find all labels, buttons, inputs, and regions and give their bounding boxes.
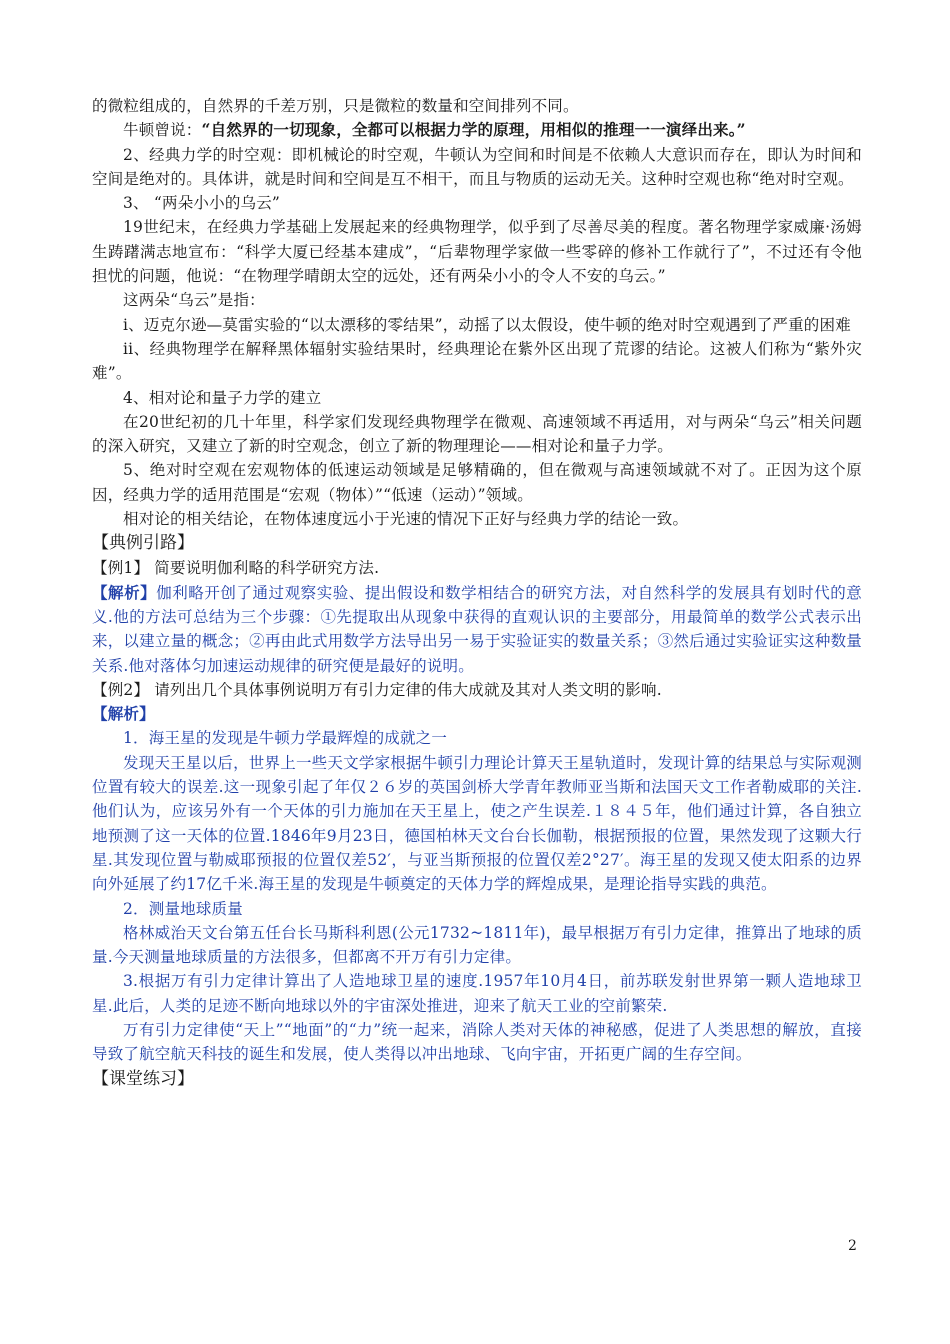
analysis-paragraph: 发现天王星以后，世界上一些天文学家根据牛顿引力理论计算天王星轨道时，发现计算的结果总与实际观测位置有较大的误差.这一现象引起了年仅２６岁的英国剑桥大学青年教师亚当斯和法国天文工作者勒威耶的关注.他们认为，应该另外有一个天体的引力施加在天王星上，使之产生误差.１８４５年，他们通过计算，各自独立地预测了这一天体的位置.1846年9月23日，德国柏林天文台台长伽勒，根据预报的位置，果然发现了这颗大行星.其发现位置与勒威耶预报的位置仅差52′，与亚当斯预报的位置仅差2°27′。海王星的发现又使太阳系的边界向外延展了约17亿千米.海王星的发现是牛顿奠定的天体力学的辉煌成果，是理论指导实践的典范。 xyxy=(92,753,862,894)
paragraph: 在20世纪初的几十年里，科学家们发现经典物理学在微观、高速领域不再适用，对与两朵“乌云”相关问题的深入研究，又建立了新的时空观念，创立了新的物理理论——相对论和量子力学。 xyxy=(92,412,862,456)
analysis-label: 【解析】 xyxy=(92,582,157,602)
analysis-text: 伽利略开创了通过观察实验、提出假设和数学相结合的研究方法，对自然科学的发展具有划时代的意义.他的方法可总结为三个步骤：①先提取出从现象中获得的直观认识的主要部分，用最简单的数学公式表示出来，以建立量的概念；②再由此式用数学方法导出另一易于实验证实的数量关系；③然后通过实验证实这种数量关系.他对落体匀加速运动规律的研究便是最好的说明。 xyxy=(92,583,862,675)
section-title-examples: 【典例引路】 xyxy=(92,533,194,554)
example1-question xyxy=(92,556,862,580)
page-number: 2 xyxy=(848,1238,857,1254)
newton-quote: “自然界的一切现象，全都可以根据力学的原理，用相似的推理一一演绎出来。” xyxy=(201,120,746,140)
example1-analysis xyxy=(92,581,862,678)
page-content xyxy=(92,94,862,1092)
newton-quote-paragraph xyxy=(92,118,862,142)
subheading: 3、 “两朵小小的乌云” xyxy=(123,194,281,213)
example1-label: 【例1】 xyxy=(92,559,150,578)
analysis-paragraph: 3.根据万有引力定律计算出了人造地球卫星的速度.1957年10月4日，前苏联发射世界第一颗人造地球卫星.此后，人类的足迹不断向地球以外的宇宙深处推进，迎来了航天工业的空前繁荣. xyxy=(92,972,862,1015)
subheading: 4、相对论和量子力学的建立 xyxy=(123,388,322,407)
example2-text: 请列出几个具体事例说明万有引力定律的伟大成就及其对人类文明的影响. xyxy=(149,680,662,699)
example2-analysis-label: 【解析】 xyxy=(92,704,155,724)
paragraph: 这两朵“乌云”是指： xyxy=(123,291,265,310)
paragraph: 的微粒组成的，自然界的千差万别，只是微粒的数量和空间排列不同。 xyxy=(92,97,579,115)
analysis-paragraph: 万有引力定律使“天上”“地面”的“力”统一起来，消除人类对天体的神秘感，促进了人类思想的解放，直接导致了航空航天科技的诞生和发展，使人类得以冲出地球、飞向宇宙，开拓更广阔的生存空间。 xyxy=(92,1020,862,1064)
quote-prefix: 牛顿曾说： xyxy=(123,121,202,140)
paragraph: 相对论的相关结论，在物体速度远小于光速的情况下正好与经典力学的结论一致。 xyxy=(123,510,689,529)
section-title-practice: 【课堂练习】 xyxy=(92,1068,194,1089)
analysis-point: 2．测量地球质量 xyxy=(123,899,243,918)
paragraph: 2、经典力学的时空观：即机械论的时空观，牛顿认为空间和时间是不依赖人大意识而存在，即认为时间和空间是绝对的。具体讲，就是时间和空间是互不相干，而且与物质的运动无关。这种时空观也称“绝对时空观。 xyxy=(92,145,862,188)
example2-question xyxy=(92,678,862,702)
analysis-point: 1．海王星的发现是牛顿力学最辉煌的成就之一 xyxy=(123,729,448,748)
paragraph: ii、经典物理学在解释黑体辐射实验结果时，经典理论在紫外区出现了荒谬的结论。这被人们称为“紫外灾难”。 xyxy=(92,339,862,383)
example2-label: 【例2】 xyxy=(92,680,150,699)
analysis-paragraph: 格林威治天文台第五任台长马斯科利恩(公元1732~1811年)，最早根据万有引力定律，推算出了地球的质量.今天测量地球质量的方法很多，但都离不开万有引力定律。 xyxy=(92,923,862,967)
paragraph: 19世纪末，在经典力学基础上发展起来的经典物理学，似乎到了尽善尽美的程度。著名物理学家威廉·汤姆生踌躇满志地宣布：“科学大厦已经基本建成”，“后辈物理学家做一些零碎的修补工作就行了”，不过还有令他担忧的问题，他说：“在物理学晴朗太空的远处，还有两朵小小的令人不安的乌云。” xyxy=(92,218,862,286)
example1-text: 简要说明伽利略的科学研究方法. xyxy=(149,559,380,578)
paragraph: i、迈克尔逊—莫雷实验的“以太漂移的零结果”，动摇了以太假设，使牛顿的绝对时空观遇到了严重的困难 xyxy=(123,315,851,334)
paragraph: 5、绝对时空观在宏观物体的低速运动领域是足够精确的，但在微观与高速领域就不对了。正因为这个原因，经典力学的适用范围是“宏观（物体）”“低速（运动）”领域。 xyxy=(92,461,862,504)
